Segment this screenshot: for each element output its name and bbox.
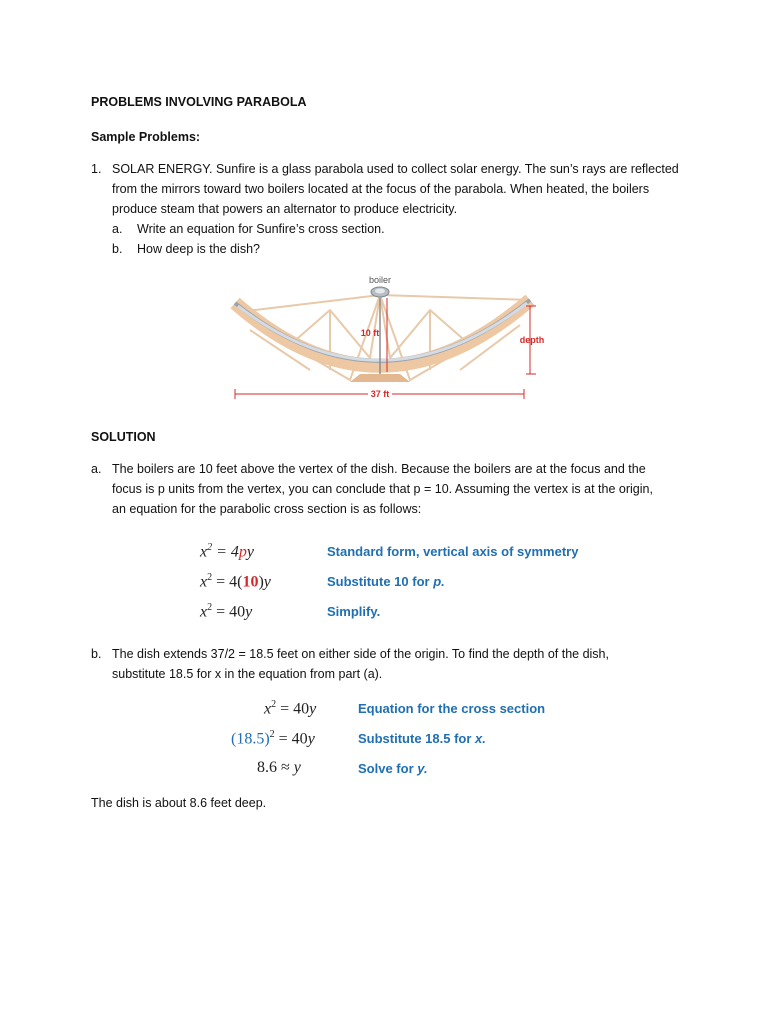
part-b-label: b. bbox=[91, 647, 102, 661]
page-title: PROBLEMS INVOLVING PARABOLA bbox=[91, 95, 307, 109]
width-label: 37 ft bbox=[370, 389, 390, 399]
note-text: Solve for bbox=[358, 761, 418, 776]
parabolic-dish-figure bbox=[230, 270, 545, 405]
part-b-line: substitute 18.5 for x in the equation from part (a). bbox=[112, 667, 383, 681]
note-var: p. bbox=[433, 574, 445, 589]
part-b-line: The dish extends 37/2 = 18.5 feet on either side of the origin. To find the depth of the dish, bbox=[112, 647, 609, 661]
problem-line: from the mirrors toward two boilers located at the focus of the parabola. When heated, the boilers bbox=[112, 182, 650, 196]
problem-part-b-label: b. bbox=[112, 242, 123, 256]
equation-b2: $(18.5)^2 = 40y$ bbox=[231, 729, 315, 748]
problem-line: produce steam that powers an alternator to produce electricity. bbox=[112, 202, 458, 216]
problem-part-a: Write an equation for Sunfire’s cross section. bbox=[137, 222, 385, 236]
problem-part-a-label: a. bbox=[112, 222, 123, 236]
note-b1 bbox=[358, 701, 545, 716]
equation-b3: 8.6 ≈ y bbox=[257, 759, 301, 776]
boiler-top bbox=[375, 289, 385, 294]
part-a-line: an equation for the parabolic cross section is as follows: bbox=[112, 502, 422, 516]
problem-number: 1. bbox=[91, 162, 102, 176]
depth-label: depth bbox=[519, 335, 545, 345]
value-18-5: 18.5 bbox=[236, 730, 265, 748]
problem-part-b: How deep is the dish? bbox=[137, 242, 260, 256]
note-text: Simplify. bbox=[327, 604, 381, 619]
boiler-label: boiler bbox=[368, 275, 392, 285]
problem-text bbox=[112, 159, 712, 219]
sample-heading: Sample Problems: bbox=[91, 130, 201, 144]
note-text: Standard form, vertical axis of symmetry bbox=[327, 544, 579, 559]
equation-a3: $x^2 = 40y$ bbox=[200, 602, 253, 621]
note-b2 bbox=[358, 731, 486, 746]
part-a-text bbox=[112, 459, 712, 519]
part-b-text bbox=[112, 644, 712, 684]
equation-b1: $x^2 = 40y$ bbox=[264, 699, 317, 718]
note-b3 bbox=[358, 761, 428, 776]
note-text: Substitute 10 for bbox=[327, 574, 434, 589]
part-a-line: focus is p units from the vertex, you can conclude that p = 10. Assuming the vertex is at the origin, bbox=[112, 482, 653, 496]
note-a3 bbox=[327, 604, 380, 619]
equation-a2: $x^2 = 4(10)y$ bbox=[200, 572, 271, 591]
note-text: Equation for the cross section bbox=[358, 701, 546, 716]
solution-heading: SOLUTION bbox=[91, 430, 156, 444]
note-text: Substitute 18.5 for bbox=[358, 731, 476, 746]
value-8-6: 8.6 bbox=[257, 759, 277, 776]
part-a-line: The boilers are 10 feet above the vertex of the dish. Because the boilers are at the focus and the bbox=[112, 462, 646, 476]
note-var: y. bbox=[417, 761, 428, 776]
conclusion: The dish is about 8.6 feet deep. bbox=[91, 796, 267, 810]
value-40: 40 bbox=[229, 603, 246, 621]
height-label: 10 ft bbox=[360, 328, 380, 338]
part-a-label: a. bbox=[91, 462, 102, 476]
note-var: x. bbox=[475, 731, 486, 746]
note-a2 bbox=[327, 574, 445, 589]
note-a1 bbox=[327, 544, 578, 559]
value-10: 10 bbox=[242, 573, 259, 591]
dish-base bbox=[350, 374, 410, 382]
problem-line: SOLAR ENERGY. Sunfire is a glass parabola used to collect solar energy. The sun’s rays are reflected bbox=[112, 162, 679, 176]
equation-a1: $x^2 = 4py$ bbox=[200, 542, 255, 561]
